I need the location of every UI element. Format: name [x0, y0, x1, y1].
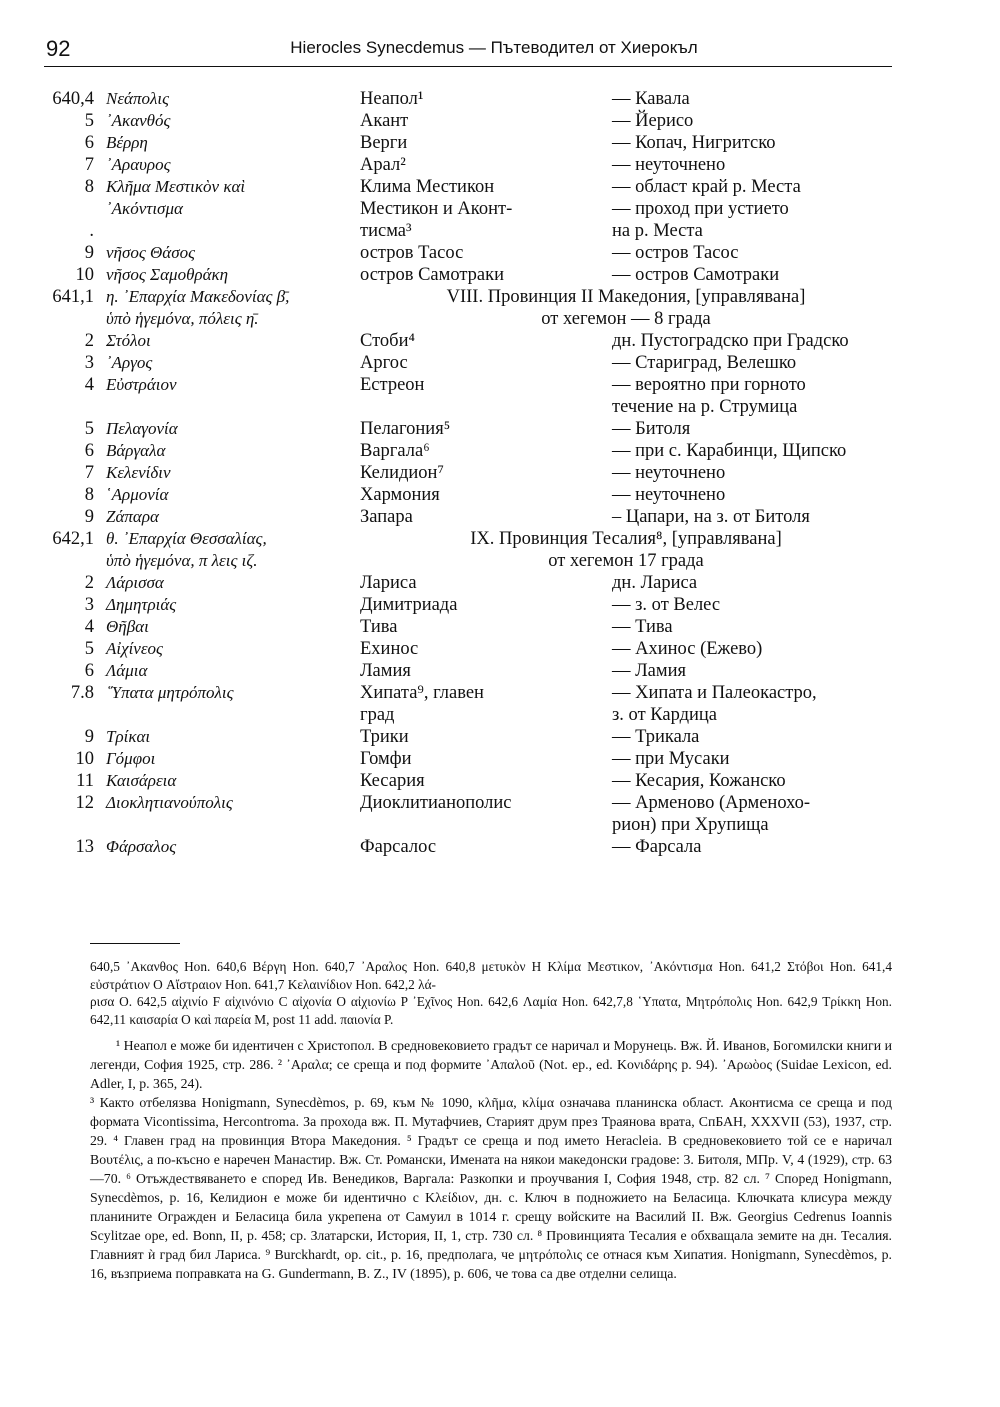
list-item — [0, 286, 1000, 308]
modern-location: рион) при Хрупища — [612, 815, 769, 835]
province-title: от хегемон — 8 града — [541, 309, 711, 329]
entry-number: 12 — [75, 793, 94, 813]
greek-name: ᾿Ακόντισμα — [106, 199, 183, 218]
modern-location: течение на р. Струмица — [612, 397, 798, 417]
bulgarian-name: град — [360, 705, 395, 725]
modern-location: — Арменово (Арменохо- — [612, 793, 811, 813]
modern-location: — Кавала — [612, 89, 690, 109]
modern-location: — Фарсала — [612, 837, 702, 857]
greek-name: Θῆβαι — [106, 617, 149, 636]
footnotes — [90, 1036, 892, 1283]
modern-location: з. от Кардица — [612, 705, 718, 725]
list-item — [0, 484, 1000, 506]
list-item — [0, 396, 1000, 418]
greek-name: νῆσος Σαμοθράκη — [106, 265, 229, 284]
list-item — [0, 132, 1000, 154]
greek-name: ὑπὸ ἡγεμόνα, πόλεις η̄. — [106, 309, 259, 328]
greek-name: Τρίκαι — [106, 727, 151, 746]
entry-number: 4 — [84, 617, 94, 637]
entry-number: 4 — [84, 375, 94, 395]
bulgarian-name: Стоби⁴ — [360, 331, 415, 351]
entry-number: 5 — [84, 111, 94, 131]
bulgarian-name: Акант — [360, 111, 409, 131]
modern-location: — Кесария, Кожанско — [612, 771, 786, 791]
list-item — [0, 176, 1000, 198]
greek-name: Ζάπαρα — [106, 507, 159, 526]
entry-number: 7.8 — [70, 683, 94, 703]
list-item — [0, 792, 1000, 814]
footnote-paragraph: ³ Както отбелязва Honigmann, Synecdèmos, p. 69, към № 1090, κλῆμα, κλίμα означава планинска област. Аконтисма се среща и под формата Vicontissima, Hercontroma. За прохода вж. П. Мутафчиев, Старият друм през Траянова врата, СпБАН, XXXVII (53), 1937, стр. 29. ⁴ Главен град на провинция Втора Македония. ⁵ Градът се среща и под името Heracleia. В средновековието той се е наричал Βουτέλις, а по-късно е наречен Манастир. Вж. Ст. Романски, Имената на някои македонски градове: 3. Битоля, МПр. V, 4 (1929), стр. 63—70. ⁶ Отъждествяването е според Ив. Венедиков, Варгала: Разкопки и проучвания I, София 1948, стр. 82 сл. ⁷ Според Honigmann, Synecdèmos, p. 16, Келидион е може би идентично с Κλείδιον, дн. с. Ключ в подножието на Беласица. Ключката клисура между планините Огражден и Беласица била укрепена от Самуил в 1014 г. срещу войските на Василий II. Вж. Georgius Cedrenus Ioannis Scylitzae ope, ed. Bonn, II, p. 458; ср. Златарски, История, II, 1, стр. 730 сл. ⁸ Провинцията Тесалия е обхващала земите на дн. Тесалия. Главният ѝ град бил Лариса. ⁹ Burckhardt, op. cit., p. 16, предполага, че μητρόπολις се отнася към Хипатия. Honigmann, Synecdèmos, p. 16, възприема поправката на G. Gundermann, B. Z., IV (1895), p. 606, че това са две отделни селища. — [90, 1095, 892, 1281]
modern-location: — Хипата и Палеокастро, — [612, 683, 817, 703]
bulgarian-name: Местикон и Аконт- — [360, 199, 513, 219]
list-item — [0, 748, 1000, 770]
modern-location: — неуточнено — [612, 485, 726, 505]
entry-number: 3 — [84, 595, 94, 615]
modern-location: — остров Самотраки — [612, 265, 780, 285]
province-title: VIII. Провинция II Македония, [управлявана] — [446, 287, 806, 307]
list-item — [0, 440, 1000, 462]
modern-location: — остров Тасос — [612, 243, 739, 263]
greek-name: η. ᾿Επαρχία Μακεδονίας β̄, — [106, 287, 290, 306]
bulgarian-name: Арал² — [360, 155, 406, 175]
greek-name: θ. ᾿Επαρχία Θεσσαλίας, — [106, 529, 267, 548]
list-item — [0, 704, 1000, 726]
bulgarian-name: Трики — [360, 727, 409, 747]
list-item — [0, 242, 1000, 264]
list-item — [0, 198, 1000, 220]
list-item — [0, 528, 1000, 550]
bulgarian-name: Хипата⁹, главен — [360, 683, 484, 703]
list-item — [0, 110, 1000, 132]
bulgarian-name: Тива — [360, 617, 398, 637]
list-item — [0, 550, 1000, 572]
list-item — [0, 638, 1000, 660]
bulgarian-name: Ехинос — [360, 639, 419, 659]
bulgarian-name: Фарсалос — [360, 837, 437, 857]
greek-name: Καισάρεια — [106, 771, 177, 790]
entry-number: 640,4 — [52, 89, 94, 109]
greek-name: Φάρσαλος — [106, 837, 177, 856]
entry-number: 7 — [84, 463, 94, 483]
entry-number: 8 — [84, 485, 94, 505]
list-item — [0, 220, 1000, 242]
modern-location: — неуточнено — [612, 463, 726, 483]
greek-name: Διοκλητιανούπολις — [106, 793, 233, 812]
list-item — [0, 594, 1000, 616]
bulgarian-name: Естреон — [360, 375, 425, 395]
list-item — [0, 308, 1000, 330]
modern-location: – Цапари, на з. от Битоля — [612, 507, 810, 527]
list-item — [0, 814, 1000, 836]
entry-number: 6 — [84, 661, 94, 681]
page-number: 92 — [46, 36, 71, 61]
entry-number: 9 — [84, 507, 94, 527]
bulgarian-name: Гомфи — [360, 749, 412, 769]
list-item — [0, 154, 1000, 176]
greek-name: Εὐστράιον — [106, 375, 177, 394]
modern-location: — област край р. Места — [612, 177, 801, 197]
bulgarian-name: Кесария — [360, 771, 425, 791]
greek-name: ῞Υπατα μητρόπολις — [106, 683, 234, 702]
greek-name: Λάμια — [106, 661, 148, 680]
entry-number: 8 — [84, 177, 94, 197]
greek-name: Στόλοι — [106, 331, 151, 350]
modern-location: дн. Пустоградско при Градско — [612, 331, 849, 351]
list-item — [0, 264, 1000, 286]
bulgarian-name: Хармония — [360, 485, 440, 505]
entry-number: . — [89, 221, 94, 241]
modern-location: — Йерисо — [612, 111, 694, 131]
greek-name: ᾿Αργος — [106, 353, 153, 372]
list-item — [0, 330, 1000, 352]
list-item — [0, 836, 1000, 858]
entry-number: 10 — [75, 749, 94, 769]
list-item — [0, 770, 1000, 792]
greek-name: Δημητριάς — [106, 595, 177, 614]
list-item — [0, 374, 1000, 396]
list-item — [0, 726, 1000, 748]
bulgarian-name: Запара — [360, 507, 413, 527]
province-title: от хегемон 17 града — [548, 551, 704, 571]
modern-location: — вероятно при горното — [612, 375, 806, 395]
bulgarian-name: Лариса — [360, 573, 417, 593]
greek-name: ῾Αρμονία — [106, 485, 169, 504]
greek-name: Κελενίδιν — [106, 463, 171, 482]
list-item — [0, 418, 1000, 440]
greek-name: Βέρρη — [106, 133, 148, 152]
textual-variants: 640,5 ᾿Ακανθος Hon. 640,6 Βέργη Hon. 640,7 ᾿Αραλος Hon. 640,8 μετυκὸν H Κλίμα Μεστικον, ᾿Ακόντισμα Hon. 641,2 Στόβοι Hon. 641,4 εὐστράτιον O Αἴστραιον Hon. 641,7 Κελαινίδιον Hon. 642,2 λά- ρισα O. 642,5 αἰχινίο F αἰχινόνιο C αἰχονία O αἰχιονίω P ᾿Εχῖνος Hon. 642,6 Λαμία Hon. 642,7,8 ῾Υπατα, Μητρόπολις Hon. 642,9 Τρίκκη Hon. 642,11 καισαρία O καὶ παρεία M, post 11 add. παιονία P. — [90, 959, 892, 1027]
greek-name: Κλῆμα Μεστικὸν καὶ — [106, 177, 246, 196]
modern-location: — неуточнено — [612, 155, 726, 175]
bulgarian-name: Верги — [360, 133, 408, 153]
bulgarian-name: Варгала⁶ — [360, 441, 430, 461]
list-item — [0, 506, 1000, 528]
bulgarian-name: тисма³ — [360, 221, 412, 241]
entry-number: 2 — [84, 331, 94, 351]
entry-number: 5 — [84, 639, 94, 659]
list-item — [0, 572, 1000, 594]
modern-location: — Ахинос (Ежево) — [612, 639, 763, 659]
greek-name: Γόμφοι — [106, 749, 156, 768]
modern-location: — Ламия — [612, 661, 686, 681]
list-item — [0, 352, 1000, 374]
greek-name: ᾿Ακανθός — [106, 111, 171, 130]
entry-number: 11 — [76, 771, 94, 791]
modern-location: на р. Места — [612, 221, 703, 241]
modern-location: — Стариград, Велешко — [612, 353, 797, 373]
bulgarian-name: Клима Местикон — [360, 177, 495, 197]
place-list — [0, 88, 1000, 858]
entry-number: 9 — [84, 243, 94, 263]
entry-number: 6 — [84, 441, 94, 461]
bulgarian-name: Ламия — [360, 661, 411, 681]
modern-location: — при с. Карабинци, Щипско — [612, 441, 847, 461]
list-item — [0, 682, 1000, 704]
greek-name: Πελαγονία — [106, 419, 178, 438]
entry-number: 2 — [84, 573, 94, 593]
modern-location: — Битоля — [612, 419, 691, 439]
bulgarian-name: Аргос — [360, 353, 408, 373]
footnote-divider — [90, 943, 180, 944]
bulgarian-name: остров Тасос — [360, 243, 464, 263]
greek-name: Λάρισσα — [106, 573, 164, 592]
greek-name: ᾿Αραυρος — [106, 155, 171, 174]
greek-name: ὑπὸ ἡγεμόνα, π λεις ιζ. — [106, 551, 258, 570]
modern-location: — з. от Велес — [612, 595, 721, 615]
list-item — [0, 462, 1000, 484]
bulgarian-name: Димитриада — [360, 595, 458, 615]
entry-number: 9 — [84, 727, 94, 747]
greek-name: νῆσος Θάσος — [106, 243, 195, 262]
footnote-paragraph: ¹ Неапол е може би идентичен с Христопол. В средновековието градът се наричал и Морунець. Вж. Й. Иванов, Богомилски книги и легенди, София 1925, стр. 286. ² ᾿Αραλα; се среща и под формите ᾿Απαλοῦ (Not. ep., ed. Κονιδάρης p. 94). ᾿Αρωὸος (Suidae Lexicon, ed. Adler, I, p. 365, 24). — [90, 1038, 892, 1091]
list-item — [0, 88, 1000, 110]
entry-number: 3 — [84, 353, 94, 373]
running-title: Hierocles Synecdemus — Пътеводител от Хиерокъл — [290, 38, 698, 57]
modern-location: — Тива — [612, 617, 673, 637]
modern-location: дн. Лариса — [612, 573, 698, 593]
entry-number: 642,1 — [52, 529, 94, 549]
entry-number: 6 — [84, 133, 94, 153]
bulgarian-name: Неапол¹ — [360, 89, 424, 109]
bulgarian-name: Диоклитианополис — [360, 793, 512, 813]
entry-number: 7 — [84, 155, 94, 175]
modern-location: — при Мусаки — [612, 749, 730, 769]
entry-number: 13 — [75, 837, 94, 857]
modern-location: — Трикала — [612, 727, 700, 747]
entry-number: 10 — [75, 265, 94, 285]
greek-name: Αἰχίνεος — [106, 639, 163, 658]
list-item — [0, 660, 1000, 682]
modern-location: — проход при устието — [612, 199, 789, 219]
bulgarian-name: Пелагония⁵ — [360, 419, 451, 439]
greek-name: Βάργαλα — [106, 441, 166, 460]
list-item — [0, 616, 1000, 638]
bulgarian-name: Келидион⁷ — [360, 463, 444, 483]
province-title: IX. Провинция Тесалия⁸, [управлявана] — [470, 529, 782, 549]
greek-name: Νεάπολις — [106, 89, 169, 108]
modern-location: — Копач, Нигритско — [612, 133, 776, 153]
bulgarian-name: остров Самотраки — [360, 265, 505, 285]
entry-number: 641,1 — [52, 287, 94, 307]
running-header — [44, 34, 892, 67]
entry-number: 5 — [84, 419, 94, 439]
